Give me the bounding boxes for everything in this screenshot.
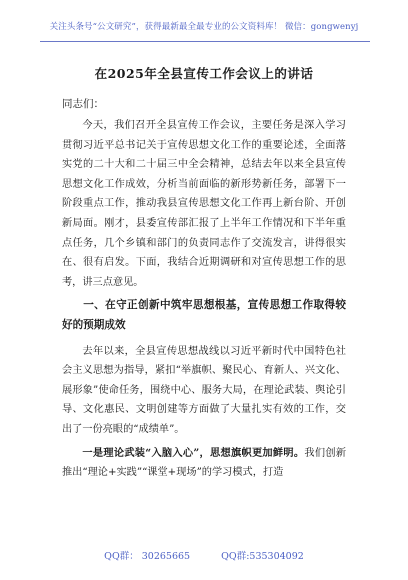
subsection-text: 我们创新推出“理论+实践”“课堂+现场”的学习模式，打造 [62, 447, 347, 479]
footer-qq-group-1: QQ群： 30265665 [104, 551, 191, 562]
document-title: 在2025年全县宣传工作会议上的讲话 [94, 66, 314, 81]
header-notice: 关注头条号“公文研究”，获得最新最全最专业的公文资料库！ 微信：gongwenyj [49, 22, 359, 32]
header-divider [40, 41, 370, 42]
salutation: 同志们： [62, 98, 104, 110]
document-body [62, 116, 346, 487]
footer [0, 548, 408, 562]
subsection-paragraph [62, 444, 346, 483]
intro-paragraph: 今天，我们召开全县宣传工作会议，主要任务是深入学习贯彻习近平总书记关于宣传思想文化工作的重要论述，全面落实党的二十大和二十届三中全会精神，总结去年以来全县宣传思想文化工作成效，分析当前面临的新形势新任务，部署下一阶段重点工作，推动我县宣传思想文化工作再上新台阶、开创新局面。刚才，县委宣传部汇报了上半年工作情况和下半年重点任务，几个乡镇和部门的负责同志作了交流发言，讲得很实在、很有启发。下面，我结合近期调研和对宣传思想工作的思考，讲三点意见。 [62, 120, 346, 288]
section-heading-1: 一、在守正创新中筑牢思想根基，宣传思想工作取得较好的预期成效 [62, 299, 346, 331]
footer-qq-group-2: QQ群:535304092 [221, 551, 304, 562]
section-1-paragraph: 去年以来，全县宣传思想战线以习近平新时代中国特色社会主义思想为指导，紧扣“举旗帜、聚民心、育新人、兴文化、展形象”使命任务，围绕中心、服务大局，在理论武装、舆论引导、文化惠民、文明创建等方面做了大量扎实有效的工作，交出了一份亮眼的“成绩单”。 [62, 345, 346, 435]
subsection-heading: 一是理论武装“入脑入心”，思想旗帜更加鲜明。 [82, 446, 305, 459]
